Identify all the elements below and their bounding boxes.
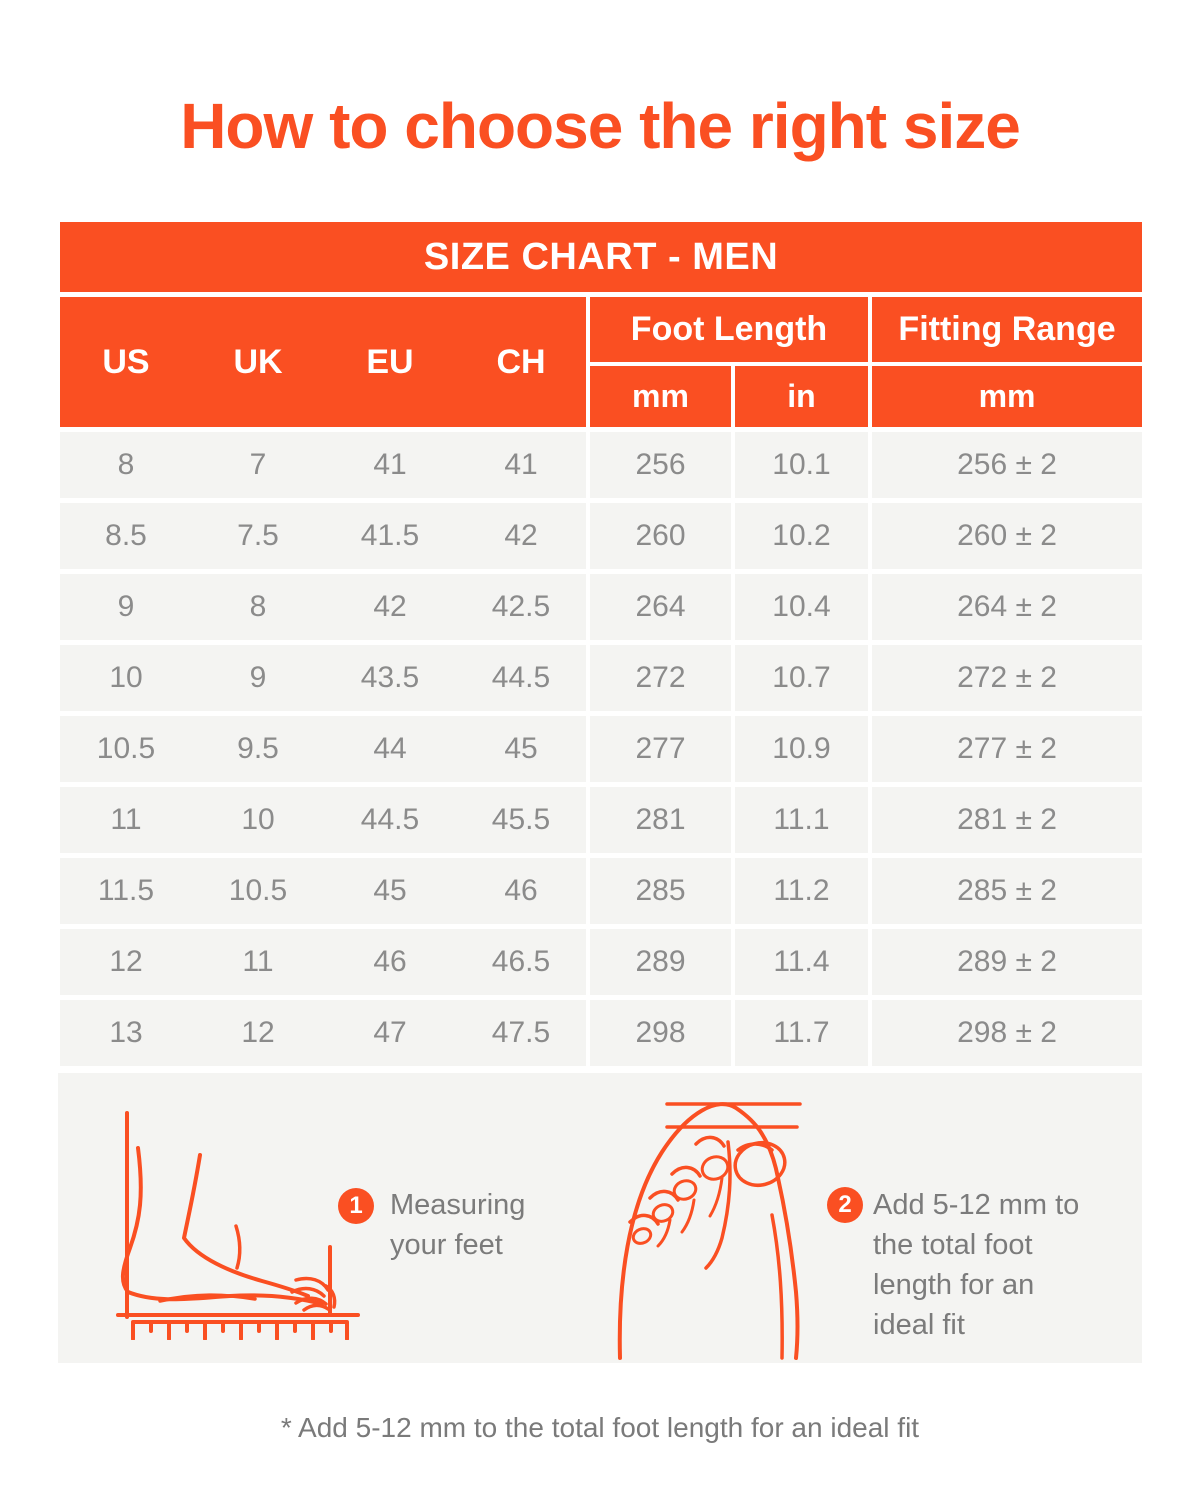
cell-foot-length-mm: 256 bbox=[588, 430, 733, 501]
cell-fitting-range: 289 ± 2 bbox=[870, 927, 1142, 998]
page-title: How to choose the right size bbox=[180, 90, 1020, 162]
cell-us-size: 9 bbox=[60, 572, 192, 643]
step-1-caption-line-1: Measuring bbox=[390, 1189, 526, 1221]
step-1-caption-line-2: your feet bbox=[390, 1229, 503, 1261]
unit-header-mm: mm bbox=[588, 364, 733, 430]
cell-foot-length-in: 11.2 bbox=[733, 856, 870, 927]
cell-foot-length-in: 11.4 bbox=[733, 927, 870, 998]
cell-fitting-range: 264 ± 2 bbox=[870, 572, 1142, 643]
cell-ch-size: 44.5 bbox=[456, 643, 588, 714]
cell-us-size: 8.5 bbox=[60, 501, 192, 572]
cell-ch-size: 45 bbox=[456, 714, 588, 785]
step-1-caption bbox=[390, 1185, 525, 1265]
cell-uk-size: 7 bbox=[192, 430, 324, 501]
cell-foot-length-mm: 298 bbox=[588, 998, 733, 1067]
cell-fitting-range: 277 ± 2 bbox=[870, 714, 1142, 785]
cell-eu-size: 41.5 bbox=[324, 501, 456, 572]
step-1-badge: 1 bbox=[338, 1188, 374, 1224]
cell-foot-length-mm: 281 bbox=[588, 785, 733, 856]
table-row bbox=[60, 785, 1142, 856]
cell-foot-length-in: 11.1 bbox=[733, 785, 870, 856]
step-2-caption bbox=[873, 1185, 1079, 1345]
column-header-eu: EU bbox=[324, 295, 456, 430]
cell-eu-size: 46 bbox=[324, 927, 456, 998]
size-chart-table bbox=[60, 222, 1142, 1066]
cell-uk-size: 10 bbox=[192, 785, 324, 856]
cell-foot-length-in: 10.2 bbox=[733, 501, 870, 572]
cell-foot-length-mm: 285 bbox=[588, 856, 733, 927]
cell-ch-size: 45.5 bbox=[456, 785, 588, 856]
cell-us-size: 11.5 bbox=[60, 856, 192, 927]
cell-foot-length-mm: 272 bbox=[588, 643, 733, 714]
cell-us-size: 12 bbox=[60, 927, 192, 998]
cell-eu-size: 42 bbox=[324, 572, 456, 643]
table-row bbox=[60, 501, 1142, 572]
table-row bbox=[60, 998, 1142, 1067]
cell-fitting-range: 256 ± 2 bbox=[870, 430, 1142, 501]
size-table-body bbox=[60, 430, 1142, 1067]
cell-ch-size: 46.5 bbox=[456, 927, 588, 998]
cell-foot-length-mm: 277 bbox=[588, 714, 733, 785]
unit-header-in: in bbox=[733, 364, 870, 430]
cell-fitting-range: 272 ± 2 bbox=[870, 643, 1142, 714]
cell-foot-length-mm: 264 bbox=[588, 572, 733, 643]
cell-foot-length-in: 10.1 bbox=[733, 430, 870, 501]
column-header-foot-length: Foot Length bbox=[588, 295, 870, 365]
cell-eu-size: 41 bbox=[324, 430, 456, 501]
step-2-caption-line-1: Add 5-12 mm to bbox=[873, 1189, 1080, 1221]
cell-us-size: 10 bbox=[60, 643, 192, 714]
cell-eu-size: 43.5 bbox=[324, 643, 456, 714]
cell-eu-size: 47 bbox=[324, 998, 456, 1067]
column-header-fitting-range: Fitting Range bbox=[870, 295, 1142, 365]
column-header-us: US bbox=[60, 295, 192, 430]
table-row bbox=[60, 643, 1142, 714]
footnote: * Add 5-12 mm to the total foot length for an ideal fit bbox=[280, 1412, 920, 1443]
step-2-badge: 2 bbox=[827, 1187, 863, 1223]
table-row bbox=[60, 856, 1142, 927]
table-row bbox=[60, 714, 1142, 785]
table-banner-row bbox=[60, 222, 1142, 295]
measuring-instructions-panel bbox=[58, 1073, 1142, 1363]
table-row bbox=[60, 572, 1142, 643]
cell-foot-length-in: 10.9 bbox=[733, 714, 870, 785]
cell-fitting-range: 298 ± 2 bbox=[870, 998, 1142, 1067]
cell-uk-size: 9 bbox=[192, 643, 324, 714]
cell-us-size: 11 bbox=[60, 785, 192, 856]
cell-foot-length-in: 10.7 bbox=[733, 643, 870, 714]
cell-us-size: 8 bbox=[60, 430, 192, 501]
cell-fitting-range: 260 ± 2 bbox=[870, 501, 1142, 572]
cell-uk-size: 9.5 bbox=[192, 714, 324, 785]
table-banner: SIZE CHART - MEN bbox=[60, 222, 1142, 295]
cell-eu-size: 44.5 bbox=[324, 785, 456, 856]
table-group-header-row bbox=[60, 295, 1142, 365]
step-2-caption-line-2: the total foot bbox=[873, 1229, 1033, 1261]
table-row bbox=[60, 430, 1142, 501]
unit-header-fitting-mm: mm bbox=[870, 364, 1142, 430]
cell-foot-length-mm: 260 bbox=[588, 501, 733, 572]
cell-ch-size: 41 bbox=[456, 430, 588, 501]
cell-ch-size: 47.5 bbox=[456, 998, 588, 1067]
column-header-uk: UK bbox=[192, 295, 324, 430]
step-2-caption-line-3: length for an bbox=[873, 1269, 1035, 1301]
cell-foot-length-in: 11.7 bbox=[733, 998, 870, 1067]
cell-ch-size: 42 bbox=[456, 501, 588, 572]
cell-us-size: 13 bbox=[60, 998, 192, 1067]
cell-eu-size: 44 bbox=[324, 714, 456, 785]
cell-foot-length-in: 10.4 bbox=[733, 572, 870, 643]
cell-us-size: 10.5 bbox=[60, 714, 192, 785]
table-row bbox=[60, 927, 1142, 998]
cell-fitting-range: 281 ± 2 bbox=[870, 785, 1142, 856]
cell-ch-size: 42.5 bbox=[456, 572, 588, 643]
cell-eu-size: 45 bbox=[324, 856, 456, 927]
cell-uk-size: 12 bbox=[192, 998, 324, 1067]
cell-ch-size: 46 bbox=[456, 856, 588, 927]
cell-uk-size: 8 bbox=[192, 572, 324, 643]
step-2-caption-line-4: ideal fit bbox=[873, 1309, 965, 1341]
cell-fitting-range: 285 ± 2 bbox=[870, 856, 1142, 927]
cell-uk-size: 7.5 bbox=[192, 501, 324, 572]
cell-foot-length-mm: 289 bbox=[588, 927, 733, 998]
cell-uk-size: 11 bbox=[192, 927, 324, 998]
cell-uk-size: 10.5 bbox=[192, 856, 324, 927]
column-header-ch: CH bbox=[456, 295, 588, 430]
